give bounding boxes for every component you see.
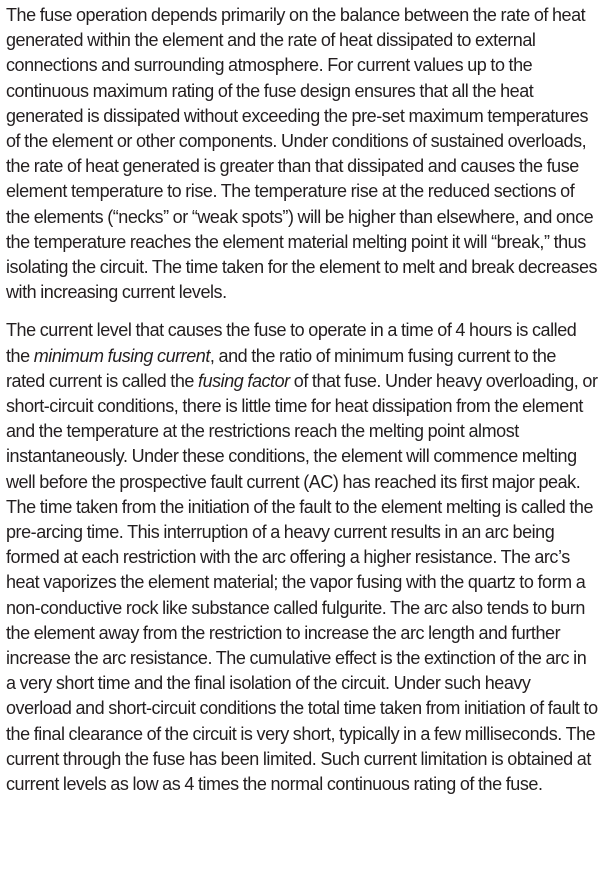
paragraph-fusing-current — [6, 318, 598, 797]
paragraph-text: The current level that causes the fuse to operate in a time of 4 hours is called the — [6, 320, 577, 366]
document-page — [6, 3, 598, 797]
term-fusing-factor: fusing factor — [198, 370, 290, 391]
paragraph-text: of that fuse. Under heavy overloading, or short-circuit conditions, there is little time for heat dissipation from the element and the temperature at the restrictions reach the melting point almost instantaneously. Under these conditions, the element will commence melting well before the prospective fault current (AC) has reached its first major peak. The time taken from the initiation of the fault to the element melting is called the pre-arcing time. This interruption of a heavy current results in an arc being formed at each restriction with the arc offering a higher resistance. The arc’s heat vaporizes the element material; the vapor fusing with the quartz to form a non-conductive rock like substance called fulgurite. The arc also tends to burn the element away from the restriction to increase the arc length and further increase the arc resistance. The cumulative effect is the extinction of the arc in a very short time and the final isolation of the circuit. Under such heavy overload and short-circuit conditions the total time taken from initiation of fault to the final clearance of the circuit is very short, typically in a few milliseconds. The current through the fuse has been limited. Such current limitation is obtained at current levels as low as 4 times the normal continuous rating of the fuse. — [6, 370, 598, 795]
paragraph-text: , and the ratio of minimum fusing current to the rated current is called the — [6, 345, 556, 391]
paragraph-fuse-operation: The fuse operation depends primarily on the balance between the rate of heat generated within the element and the rate of heat dissipated to external connections and surrounding atmosphere. For current values up to the continuous maximum rating of the fuse design ensures that all the heat generated is dissipated without exceeding the pre-set maximum temperatures of the element or other components. Under conditions of sustained overloads, the rate of heat generated is greater than that dissipated and causes the fuse element temperature to rise. The temperature rise at the reduced sections of the elements (“necks” or “weak spots”) will be higher than elsewhere, and once the temperature reaches the element material melting point it will “break,” thus isolating the circuit. The time taken for the element to melt and break decreases with increasing current levels. — [6, 5, 598, 303]
term-minimum-fusing-current: minimum fusing current — [33, 345, 210, 366]
